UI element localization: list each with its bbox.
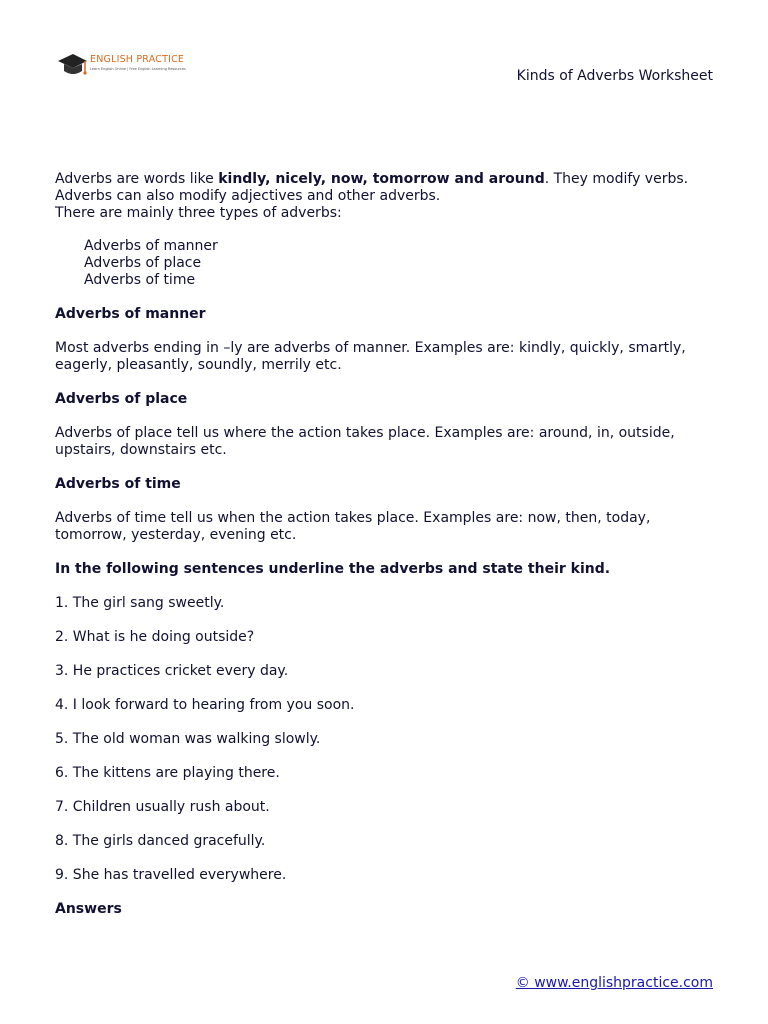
exercise-sentence: 5. The old woman was walking slowly.: [55, 731, 321, 747]
section-heading-time: Adverbs of time: [55, 476, 181, 492]
exercise-sentence: 9. She has travelled everywhere.: [55, 867, 287, 883]
exercise-sentence: 3. He practices cricket every day.: [55, 663, 289, 679]
intro-text-after: . They modify verbs.: [544, 171, 689, 187]
document-title: Kinds of Adverbs Worksheet: [516, 68, 713, 84]
intro-line-3: There are mainly three types of adverbs:: [55, 205, 342, 221]
exercise-sentence: 7. Children usually rush about.: [55, 799, 270, 815]
section-body-place: Adverbs of place tell us where the action takes place. Examples are: around, in, outside, upstairs, downstairs etc.: [55, 425, 675, 458]
logo-title: ENGLISH PRACTICE: [90, 54, 185, 65]
intro-text-before: Adverbs are words like: [55, 171, 219, 187]
exercise-instructions: In the following sentences underline the adverbs and state their kind.: [55, 561, 611, 577]
graduation-cap-icon: [56, 52, 88, 80]
list-item: Adverbs of place: [84, 255, 202, 271]
answers-heading: Answers: [55, 901, 122, 917]
logo-tagline: Learn English Online | Free English Learning Resources: [90, 67, 186, 71]
intro-line-1: [55, 171, 715, 188]
section-body-time: Adverbs of time tell us when the action takes place. Examples are: now, then, today, tomorrow, yesterday, evening etc.: [55, 510, 651, 543]
intro-line-2: Adverbs can also modify adjectives and other adverbs.: [55, 188, 441, 204]
intro-bold-examples: kindly, nicely, now, tomorrow and around: [218, 171, 545, 187]
section-heading-manner: Adverbs of manner: [55, 306, 206, 322]
section-body-manner: Most adverbs ending in –ly are adverbs of manner. Examples are: kindly, quickly, smartly, eagerly, pleasantly, soundly, merrily etc.: [55, 340, 686, 373]
footer-website-link[interactable]: © www.englishpractice.com: [515, 975, 713, 991]
adverb-types-list: [55, 238, 715, 289]
exercise-sentence: 2. What is he doing outside?: [55, 629, 255, 645]
exercise-sentence: 6. The kittens are playing there.: [55, 765, 280, 781]
intro-paragraph: [55, 171, 715, 222]
exercise-sentence: 4. I look forward to hearing from you soon.: [55, 697, 355, 713]
site-logo[interactable]: [56, 50, 196, 80]
worksheet-content: [55, 171, 715, 918]
exercise-sentence: 1. The girl sang sweetly.: [55, 595, 225, 611]
exercise-sentence: 8. The girls danced gracefully.: [55, 833, 266, 849]
list-item: Adverbs of time: [84, 272, 196, 288]
section-heading-place: Adverbs of place: [55, 391, 188, 407]
list-item: Adverbs of manner: [84, 238, 218, 254]
